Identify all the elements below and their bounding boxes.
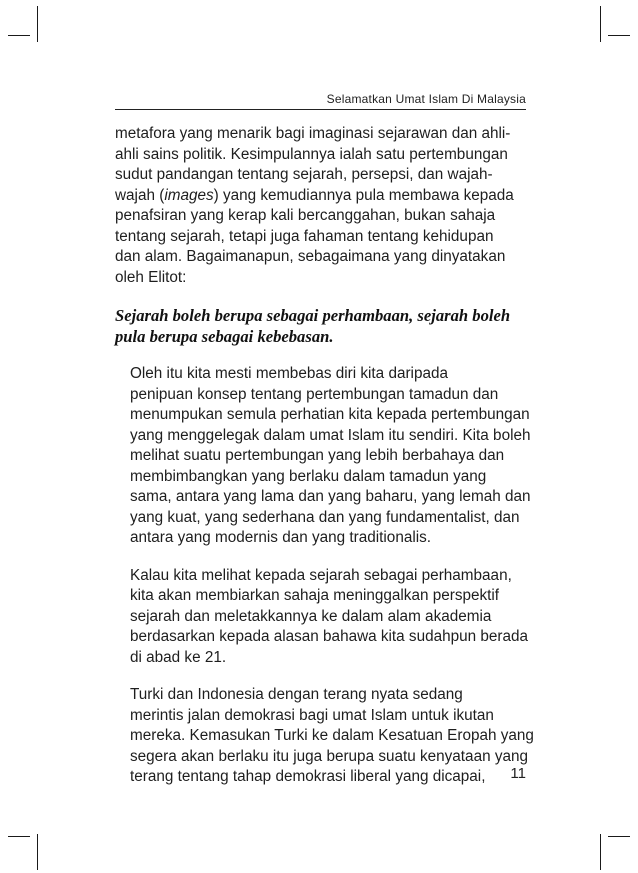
crop-mark [37, 6, 38, 42]
crop-mark [608, 35, 630, 36]
text-line: sudut pandangan tentang sejarah, persepsi, dan wajah- [115, 166, 493, 183]
text-line: Kalau kita melihat kepada sejarah sebagai perhambaan, [130, 566, 512, 584]
running-header: Selamatkan Umat Islam Di Malaysia [326, 92, 526, 106]
crop-mark [600, 834, 601, 870]
text-line: tentang sejarah, tetapi juga fahaman tentang kehidupan [115, 227, 494, 245]
body-text [115, 124, 534, 788]
text-line: metafora yang menarik bagi imaginasi sejarawan dan ahli- [115, 125, 511, 142]
text-line: segera akan berlaku itu juga berupa suatu kenyataan yang [130, 747, 529, 765]
text-line: ahli sains politik. Kesimpulannya ialah satu pertembungan [115, 145, 508, 163]
text-line: dan alam. Bagaimanapun, sebagaimana yang dinyatakan [115, 248, 506, 265]
text-line: kita akan membiarkan sahaja meninggalkan perspektif [130, 587, 500, 604]
text-line: menumpukan semula perhatian kita kepada pertembungan [130, 406, 530, 423]
text-line: berdasarkan kepada alasan bahawa kita sudahpun berada [130, 628, 529, 645]
text-line: oleh Elitot: [115, 268, 187, 286]
paragraph [115, 364, 530, 549]
text-line: penafsiran yang kerap kali bercanggahan, bukan sahaja [115, 207, 496, 224]
text-line: merintis jalan demokrasi bagi umat Islam untuk ikutan [130, 706, 494, 724]
block-quote [115, 305, 530, 347]
paragraph [115, 566, 530, 669]
text-line: penipuan konsep tentang pertembungan tamadun dan [130, 385, 499, 403]
paragraph [115, 685, 534, 788]
text-line: sejarah dan meletakkannya ke dalam alam akademia [130, 607, 492, 625]
text-line: wajah (images) yang kemudiannya pula membawa kepada [115, 186, 514, 204]
crop-mark [608, 836, 630, 837]
text-line: antara yang modernis dan yang traditionalis. [130, 529, 432, 546]
crop-mark [8, 35, 30, 36]
paragraph [115, 124, 530, 288]
text-line: mereka. Kemasukan Turki ke dalam Kesatuan Eropah yang [130, 727, 534, 744]
page-number: 11 [510, 765, 526, 782]
text-line: yang menggelegak dalam umat Islam itu sendiri. Kita boleh [130, 426, 531, 444]
header-rule [115, 109, 526, 110]
quote-line: Sejarah boleh berupa sebagai perhambaan, sejarah boleh [115, 306, 511, 325]
crop-mark [8, 836, 30, 837]
text-line: Oleh itu kita mesti membebas diri kita daripada [130, 365, 448, 382]
text-line: sama, antara yang lama dan yang baharu, yang lemah dan [130, 488, 531, 505]
text-line: melihat suatu pertembungan yang lebih berbahaya dan [130, 447, 505, 464]
text-line: Turki dan Indonesia dengan terang nyata sedang [130, 686, 463, 703]
text-line: di abad ke 21. [130, 648, 227, 666]
crop-mark [600, 6, 601, 42]
text-line: membimbangkan yang berlaku dalam tamadun yang [130, 467, 487, 485]
crop-mark [37, 834, 38, 870]
text-line: terang tentang tahap demokrasi liberal yang dicapai, [130, 768, 486, 785]
quote-line: pula berupa sebagai kebebasan. [115, 327, 334, 346]
text-line: yang kuat, yang sederhana dan yang fundamentalist, dan [130, 508, 520, 526]
